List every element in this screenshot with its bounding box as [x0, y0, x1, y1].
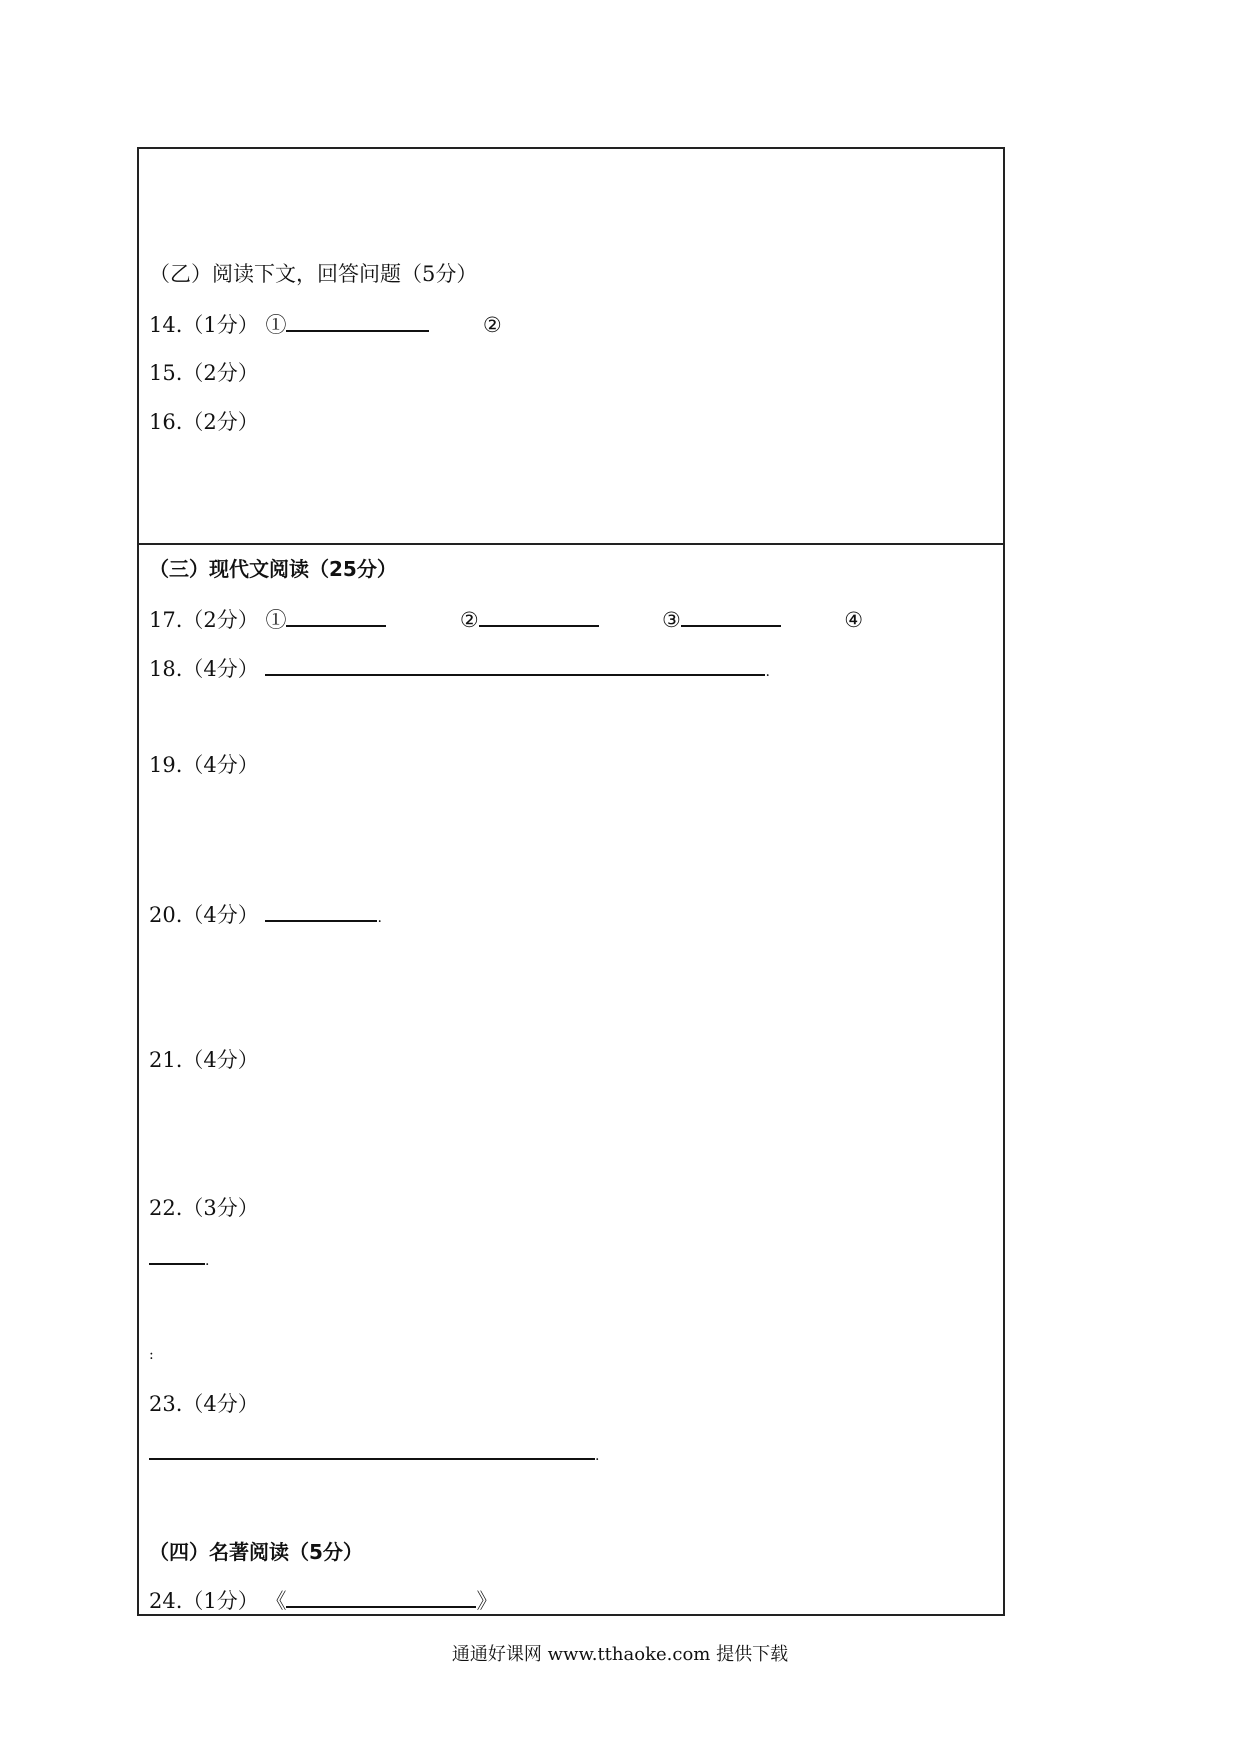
- question-23: 23.（4分）: [149, 1392, 259, 1416]
- circled-3: ③: [662, 608, 681, 632]
- section-divider: [139, 543, 1003, 545]
- answer-blank-18[interactable]: [265, 654, 765, 676]
- circled-4: ④: [844, 608, 864, 632]
- circled-2: ②: [482, 313, 502, 337]
- question-17: 17.（2分） ① ② ③ ④: [149, 605, 863, 633]
- answer-blank-22[interactable]: [149, 1243, 205, 1265]
- answer-blank-24[interactable]: [286, 1586, 476, 1608]
- question-24: 24.（1分） 《 》: [149, 1586, 497, 1614]
- question-16: 16.（2分）: [149, 410, 259, 434]
- answer-blank-14-1[interactable]: [286, 310, 429, 332]
- circled-1: ①: [265, 313, 287, 337]
- circled-2: ②: [459, 608, 479, 632]
- answer-sheet-box: [137, 147, 1005, 1616]
- question-14: 14.（1分） ① ②: [149, 310, 502, 338]
- section-si-heading: （四）名著阅读（5分）: [149, 1540, 363, 1564]
- answer-blank-20[interactable]: [265, 900, 377, 922]
- answer-blank-17-3[interactable]: [681, 605, 781, 627]
- question-21: 21.（4分）: [149, 1048, 259, 1072]
- section-yi-heading: （乙）阅读下文，回答问题（5分）: [149, 262, 478, 286]
- circled-1: ①: [265, 608, 287, 632]
- answer-line-22: .: [149, 1243, 209, 1274]
- question-22: 22.（3分）: [149, 1196, 259, 1220]
- answer-blank-23[interactable]: [149, 1438, 595, 1460]
- question-18: 18.（4分） .: [149, 654, 770, 685]
- question-15: 15.（2分）: [149, 361, 259, 385]
- section-san-heading: （三）现代文阅读（25分）: [149, 557, 397, 581]
- question-19: 19.（4分）: [149, 753, 259, 777]
- question-20: 20.（4分） .: [149, 900, 382, 931]
- answer-mark-22: :: [149, 1347, 154, 1363]
- page-footer: 通通好课网 www.tthaoke.com 提供下载: [451, 1644, 789, 1665]
- answer-blank-17-1[interactable]: [286, 605, 386, 627]
- answer-blank-17-2[interactable]: [479, 605, 599, 627]
- answer-line-23: .: [149, 1438, 599, 1469]
